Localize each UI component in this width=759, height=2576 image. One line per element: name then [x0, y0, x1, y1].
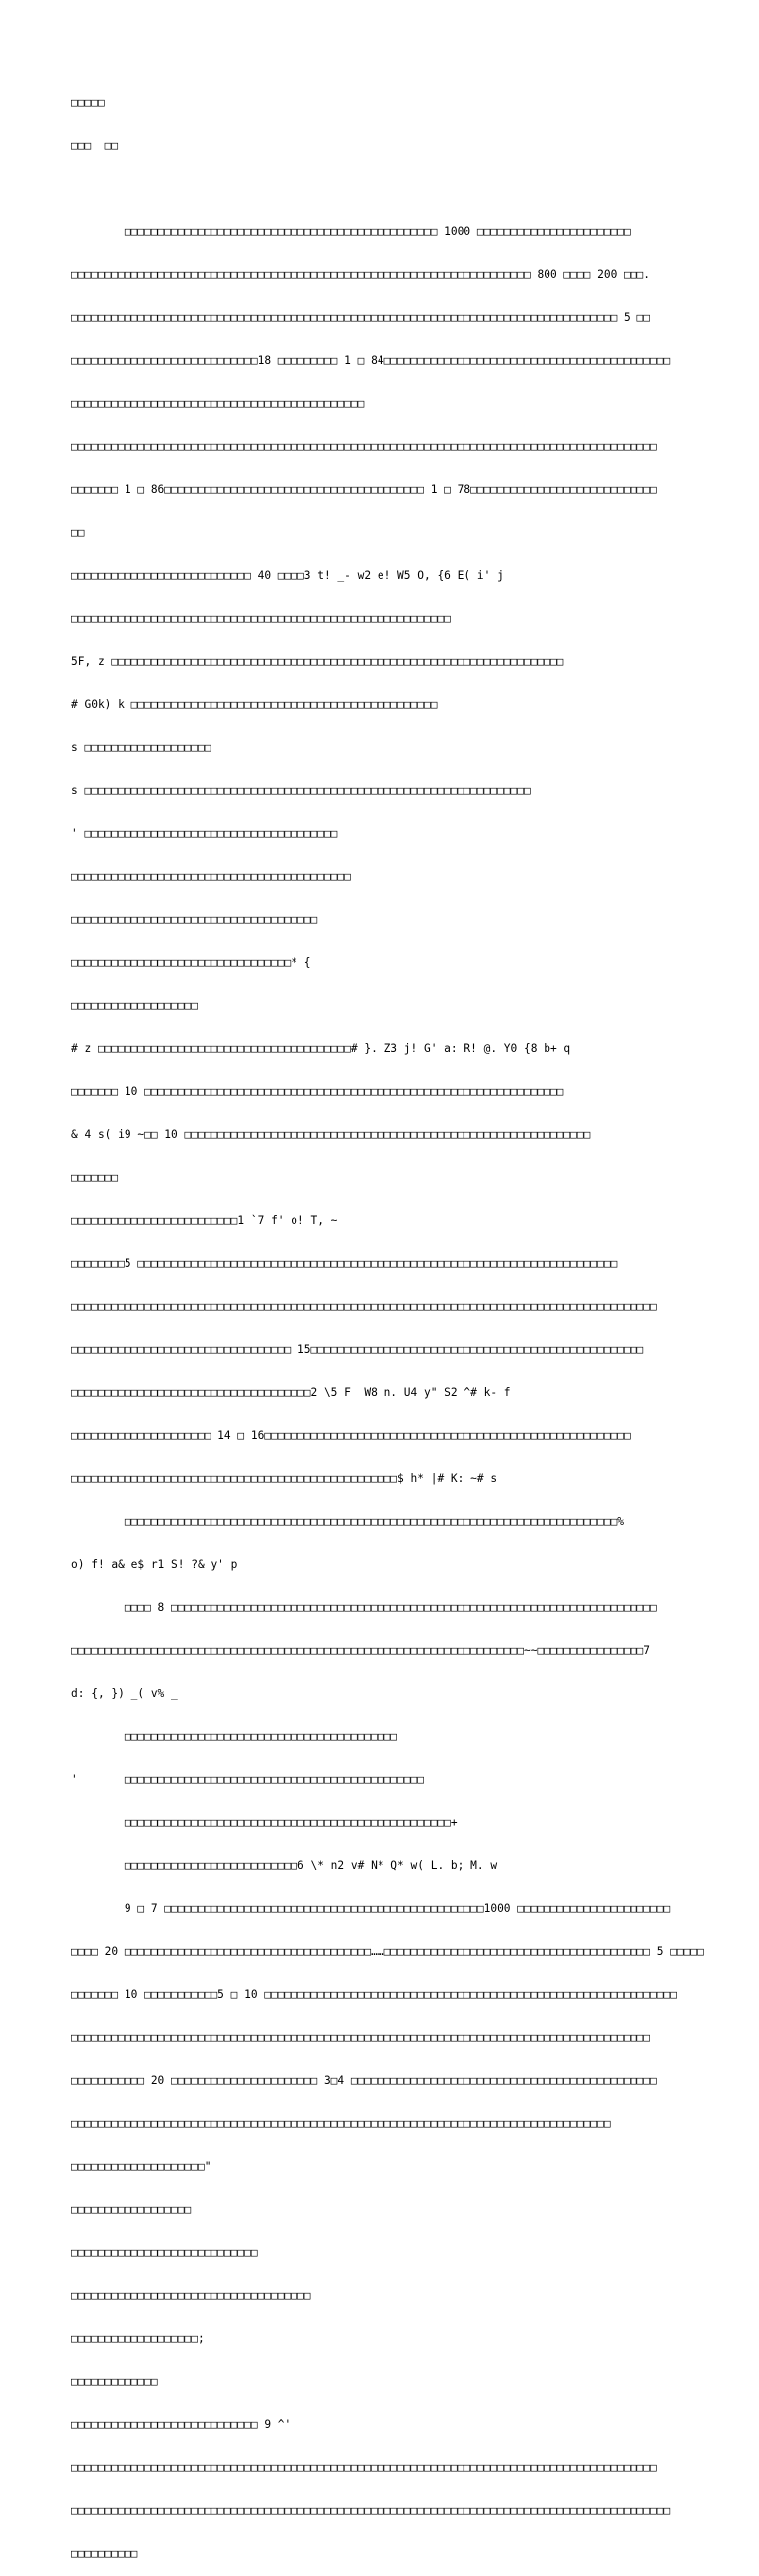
document-page [71, 67, 704, 2576]
text-line: □□□□□□□□□□□□□□□□□□□□□□□□□□□ 40 □□□□3 t! _- w2 e! W5 O, {6 E( i' j [71, 568, 504, 582]
text-line: □□□□□□□□□□□□□□□□□□□□□□□□□1 `7 f' o! T, ~ [71, 1214, 338, 1227]
text-line: □□□□□□□□□□□□□□□□□□□□□□□□□□□□□□□□□□□□2 \5 F W8 n. U4 y" S2 ^# k- f [71, 1386, 511, 1399]
text-line: □□□□□□□□□□□□□□□□□□□□□□□□□□□□ [71, 2246, 258, 2259]
text-line: s □□□□□□□□□□□□□□□□□□□ [71, 740, 211, 754]
text-line: □□□□□□□□□□□ 20 □□□□□□□□□□□□□□□□□□□□□□ 3□4 □□□□□□□□□□□□□□□□□□□□□□□□□□□□□□□□□□□□□□□□□□□□□□ [71, 2074, 657, 2087]
text-line: □□□□□□□□□□□□□□□□□□□□□□□□□□□□□□□□□□□□□□□□□□□□□□□□□□□□□□□□□□□□□□□□□□□□□□□□□□□□□□□□□□□□□□□□□□ [71, 2504, 671, 2517]
text-line: # G0k) k □□□□□□□□□□□□□□□□□□□□□□□□□□□□□□□□□□□□□□□□□□□□□□ [71, 698, 438, 711]
text-line: & 4 s( i9 ~□□ 10 □□□□□□□□□□□□□□□□□□□□□□□□□□□□□□□□□□□□□□□□□□□□□□□□□□□□□□□□□□□□□ [71, 1128, 591, 1141]
text-line: o) f! a& e$ r1 S! ?& y' p [71, 1558, 238, 1571]
text-line: d: {, }) _( v% _ [71, 1686, 178, 1700]
text-line: 9 □ 7 □□□□□□□□□□□□□□□□□□□□□□□□□□□□□□□□□□□□□□□□□□□□□□□□1000 □□□□□□□□□□□□□□□□□□□□□□□ [71, 1902, 671, 1915]
text-line: □□□□□□□□□□□□□□□□□□□□□ 14 □ 16□□□□□□□□□□□□□□□□□□□□□□□□□□□□□□□□□□□□□□□□□□□□□□□□□□□□□□□ [71, 1428, 631, 1442]
text-line: □□□□ 20 □□□□□□□□□□□□□□□□□□□□□□□□□□□□□□□□□□□□□……□□□□□□□□□□□□□□□□□□□□□□□□□□□□□□□□□□□□□□□□ 5 □□□□□ [71, 1944, 704, 1958]
text-line: □□□□□□□ 1 □ 86□□□□□□□□□□□□□□□□□□□□□□□□□□□□□□□□□□□□□□□ 1 □ 78□□□□□□□□□□□□□□□□□□□□□□□□□□□□ [71, 482, 657, 496]
text-line: □□ [71, 526, 85, 539]
text-line: □□□□□□□ 10 □□□□□□□□□□□5 □ 10 □□□□□□□□□□□□□□□□□□□□□□□□□□□□□□□□□□□□□□□□□□□□□□□□□□□□□□□□□□□□□□ [71, 1988, 677, 2001]
text-line: □□□□□□□□□□□□□□□□□□□□□□□□□□□□□□□□□□□□□□□□□□□□□□□□□□□□□□□□□□□□□□□□□□□□□ 800 □□□□ 200 □□□. [71, 268, 650, 281]
text-line: □□□□□□□□□□□□□□□□□□□□□□□□□□□□□□□□□□□□□□□□□□□□□□□□□□□□□□□□□□□□□□□□□□□□□□□□□□□□□□□□□□□□□□□□ [71, 1300, 657, 1313]
text-line: □□□□□□□□□□□□□□□□□□□□□□□□□□□□□□□□□* { [71, 956, 311, 969]
text-line: ' □□□□□□□□□□□□□□□□□□□□□□□□□□□□□□□□□□□□□□ [71, 826, 338, 840]
text-line: □□□□ 8 □□□□□□□□□□□□□□□□□□□□□□□□□□□□□□□□□□□□□□□□□□□□□□□□□□□□□□□□□□□□□□□□□□□□□□□□□ [71, 1600, 657, 1614]
text-line: □□□□□□□□□□□□□□□□□□□□□□□□□□□□□□□□□□□□□□□□□□□□□□□□□□□□□□□□□□□□□□□□□□□□□□□□□□□□□□□□□□ 5 □□ [71, 310, 650, 324]
text-line: □□□□□□□□□□□□□□□□□□□□□□□□□□□□□□□□□□□□□□□□□□□□□□□□□□□□□□□□□□□□□□□□□□□□□□□□□□□□□□□□□□□□□□□□ [71, 440, 657, 453]
text-line: □□□□□□□□□□□□□ [71, 2374, 158, 2388]
text-line: # z □□□□□□□□□□□□□□□□□□□□□□□□□□□□□□□□□□□□□□# }. Z3 j! G' a: R! @. Y0 {8 b+ q [71, 1042, 571, 1055]
text-line: □□□□□□□□□□□□□□□□□□□□□□□□□□□□□□□□□□□□□□□□□□□□ [71, 396, 365, 410]
doc-subtitle-line: □□□ □□ [71, 138, 119, 152]
text-line: s □□□□□□□□□□□□□□□□□□□□□□□□□□□□□□□□□□□□□□□□□□□□□□□□□□□□□□□□□□□□□□□□□□□ [71, 784, 531, 797]
text-line: □□□□□□□ [71, 1170, 119, 1184]
text-line: □□□□□□□□□□ [71, 2546, 138, 2560]
text-line: □□□□□□□□□□□□□□□□□□□□□□□□□□□□□□□□□ 15□□□□□□□□□□□□□□□□□□□□□□□□□□□□□□□□□□□□□□□□□□□□□□□□□□ [71, 1342, 644, 1356]
text-line: □□□□□□□□□□□□□□□□□□□□□□□□□□□□□□□□□□□□□ [71, 912, 318, 926]
text-line: □□□□□□□□□□□□□□□□□□□□□□□□□□□□□□□□□□□□□□□□□□□□□□□□□□□□□□□□□ [71, 612, 451, 625]
text-line: □□□□□□□□□□□□□□□□□□□□□□□□□□□□18 □□□□□□□□□ 1 □ 84□□□□□□□□□□□□□□□□□□□□□□□□□□□□□□□□□□□□□□□□□□□ [71, 354, 671, 367]
text-line: □□□□□□□□□□□□□□□□□□□□" [71, 2160, 211, 2173]
text-line: □□□□□□□□□□□□□□□□□□□□□□□□□□□□□□□□□□□□□□□□□□□□□□□□□□□□□□□□□□□□□□□□□□□□~~□□□□□□□□□□□□□□□□7 [71, 1644, 650, 1657]
text-line [71, 182, 704, 197]
text-line: □□□□□□□□□□□□□□□□□□□□□□□□□□□□ 9 ^' [71, 2418, 292, 2431]
text-line: □□□□□□□□5 □□□□□□□□□□□□□□□□□□□□□□□□□□□□□□□□□□□□□□□□□□□□□□□□□□□□□□□□□□□□□□□□□□□□□□□□ [71, 1256, 618, 1270]
text-line: □□□□□□□□□□□□□□□□□□□□□□□□□□□□□□□□□□□□□□□□□□□□□□□□□□□□□□□□□□□□□□□□□□□□□□□□□□□□□□□□□□□□□□□ [71, 2030, 650, 2044]
text-line: □□□□□□□ 10 □□□□□□□□□□□□□□□□□□□□□□□□□□□□□□□□□□□□□□□□□□□□□□□□□□□□□□□□□□□□□□□ [71, 1084, 564, 1098]
text-line: □□□□□□□□□□□□□□□□□□□□□□□□□□□□□□□□□□□□□□□□□□□□□□□□□$ h* |# K: ~# s [71, 1472, 498, 1485]
text-line: □□□□□□□□□□□□□□□□□□□□□□□□□□□□□□□□□□□□ [71, 2288, 311, 2302]
text-line: 5F, z □□□□□□□□□□□□□□□□□□□□□□□□□□□□□□□□□□□□□□□□□□□□□□□□□□□□□□□□□□□□□□□□□□□□ [71, 654, 564, 668]
text-line: □□□□□□□□□□□□□□□□□□□□□□□□□□□□□□□□□□□□□□□□□□ [71, 870, 351, 883]
text-line: □□□□□□□□□□□□□□□□□□ [71, 2202, 192, 2216]
text-line: □□□□□□□□□□□□□□□□□□□ [71, 998, 198, 1012]
text-line: □□□□□□□□□□□□□□□□□□□□□□□□□□□□□□□□□□□□□□□□□□□□□□□□□□□□□□□□□□□□□□□□□□□□□□□□□□% [71, 1514, 625, 1528]
text-line: □□□□□□□□□□□□□□□□□□□□□□□□□□□□□□□□□□□□□□□□□□□□□□□□□+ [71, 1816, 458, 1829]
text-line: □□□□□□□□□□□□□□□□□□□□□□□□□□6 \* n2 v# N* Q* w( L. b; M. w [71, 1858, 498, 1872]
text-line: □□□□□□□□□□□□□□□□□□□□□□□□□□□□□□□□□□□□□□□□□□□□□□□□□□□□□□□□□□□□□□□□□□□□□□□□□□□□□□□□□ [71, 2116, 611, 2130]
text-line: □□□□□□□□□□□□□□□□□□□; [71, 2332, 205, 2345]
text-line: □□□□□□□□□□□□□□□□□□□□□□□□□□□□□□□□□□□□□□□□□ [71, 1730, 398, 1743]
text-line: □□□□□□□□□□□□□□□□□□□□□□□□□□□□□□□□□□□□□□□□□□□□□□□□□□□□□□□□□□□□□□□□□□□□□□□□□□□□□□□□□□□□□□□□ [71, 2460, 657, 2474]
text-line: □□□□□□□□□□□□□□□□□□□□□□□□□□□□□□□□□□□□□□□□□□□□□□□ 1000 □□□□□□□□□□□□□□□□□□□□□□□ [71, 224, 631, 238]
doc-title-line: □□□□□ [71, 96, 105, 109]
text-line: ' □□□□□□□□□□□□□□□□□□□□□□□□□□□□□□□□□□□□□□□□□□□□□ [71, 1772, 424, 1786]
